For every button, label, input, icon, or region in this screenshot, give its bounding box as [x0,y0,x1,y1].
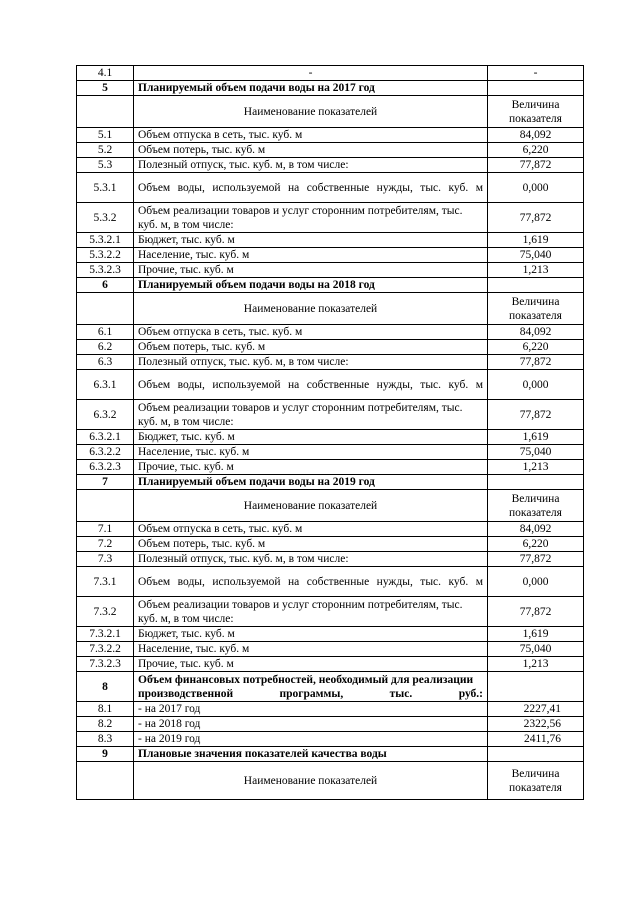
indicator-name: Объем реализации товаров и услуг сторонним потребителям, тыс. куб. м, в том числе: [134,400,488,430]
indicator-name: Объем реализации товаров и услуг сторонним потребителям, тыс. куб. м, в том числе: [134,597,488,627]
indicator-value: 2322,56 [488,717,584,732]
table-row [77,325,584,340]
indicator-name: - на 2019 год [134,732,488,747]
indicator-value: 77,872 [488,552,584,567]
header-number-cell [77,96,134,128]
indicator-name: Объем воды, используемой на собственные нужды, тыс. куб. м [134,567,488,597]
row-number: 4.1 [77,66,134,81]
indicator-value: 77,872 [488,597,584,627]
indicator-value: 6,220 [488,340,584,355]
indicator-name: Прочие, тыс. куб. м [134,657,488,672]
indicator-value: 0,000 [488,370,584,400]
indicator-name: Бюджет, тыс. куб. м [134,233,488,248]
table-row [77,597,584,627]
section-value-cell [488,278,584,293]
row-number: 8.2 [77,717,134,732]
indicator-name: Бюджет, тыс. куб. м [134,430,488,445]
indicator-name: Полезный отпуск, тыс. куб. м, в том числе: [134,355,488,370]
row-number: 7.3.2.3 [77,657,134,672]
section-number: 6 [77,278,134,293]
column-header-row [77,490,584,522]
indicator-value: 84,092 [488,128,584,143]
header-value-cell: Величина показателя [488,762,584,800]
row-number: 5.2 [77,143,134,158]
indicator-value: 0,000 [488,173,584,203]
table-row [77,400,584,430]
table-row [77,642,584,657]
water-supply-table [76,65,584,800]
header-value-cell: Величина показателя [488,96,584,128]
section-row [77,81,584,96]
indicator-value: 77,872 [488,203,584,233]
table-row [77,355,584,370]
indicator-name: Объем отпуска в сеть, тыс. куб. м [134,522,488,537]
indicator-value: 2227,41 [488,702,584,717]
row-number: 5.3 [77,158,134,173]
row-number: 5.3.2.3 [77,263,134,278]
indicator-value: 1,619 [488,233,584,248]
header-name-cell: Наименование показателей [134,293,488,325]
indicator-value: 1,213 [488,460,584,475]
section-title: Планируемый объем подачи воды на 2018 год [134,278,488,293]
row-number: 6.3.2.2 [77,445,134,460]
section-value-cell [488,81,584,96]
section-row [77,278,584,293]
row-number: 6.3.2.1 [77,430,134,445]
indicator-name: - [134,66,488,81]
row-number: 5.3.1 [77,173,134,203]
column-header-row [77,96,584,128]
row-number: 5.3.2.2 [77,248,134,263]
row-number: 8.1 [77,702,134,717]
table-row [77,158,584,173]
indicator-value: 84,092 [488,522,584,537]
row-number: 6.1 [77,325,134,340]
table-row [77,702,584,717]
row-number: 6.3.1 [77,370,134,400]
table-row [77,537,584,552]
section-row [77,672,584,702]
table-row [77,263,584,278]
indicator-value: 75,040 [488,642,584,657]
table-body [77,66,584,800]
header-name-cell: Наименование показателей [134,490,488,522]
indicator-name: Объем воды, используемой на собственные нужды, тыс. куб. м [134,370,488,400]
indicator-value: 75,040 [488,248,584,263]
row-number: 7.3.2 [77,597,134,627]
section-number: 8 [77,672,134,702]
section-title: Планируемый объем подачи воды на 2017 год [134,81,488,96]
table-row [77,233,584,248]
table-row [77,173,584,203]
section-row [77,475,584,490]
table-row [77,340,584,355]
indicator-name: - на 2017 год [134,702,488,717]
header-name-cell: Наименование показателей [134,762,488,800]
table-row [77,143,584,158]
indicator-name: Объем отпуска в сеть, тыс. куб. м [134,128,488,143]
section-number: 9 [77,747,134,762]
table-row [77,66,584,81]
indicator-name: Прочие, тыс. куб. м [134,263,488,278]
table-row [77,248,584,263]
section-value-cell [488,747,584,762]
table-row [77,430,584,445]
table-row [77,627,584,642]
row-number: 5.1 [77,128,134,143]
row-number: 6.3 [77,355,134,370]
indicator-value: 84,092 [488,325,584,340]
table-row [77,370,584,400]
indicator-value: 77,872 [488,400,584,430]
column-header-row [77,293,584,325]
indicator-name: Полезный отпуск, тыс. куб. м, в том числе: [134,552,488,567]
indicator-name: Объем отпуска в сеть, тыс. куб. м [134,325,488,340]
header-number-cell [77,762,134,800]
indicator-name: Объем воды, используемой на собственные нужды, тыс. куб. м [134,173,488,203]
row-number: 7.1 [77,522,134,537]
header-value-cell: Величина показателя [488,293,584,325]
table-row [77,657,584,672]
row-number: 7.3.2.1 [77,627,134,642]
indicator-name: Население, тыс. куб. м [134,445,488,460]
section-title: Объем финансовых потребностей, необходимый для реализации производственной программы, тыс. руб.: [134,672,488,702]
table-row [77,203,584,233]
indicator-name: Объем потерь, тыс. куб. м [134,340,488,355]
section-row [77,747,584,762]
indicator-value: 6,220 [488,537,584,552]
indicator-value: 1,619 [488,430,584,445]
row-number: 6.2 [77,340,134,355]
section-number: 7 [77,475,134,490]
indicator-value: 6,220 [488,143,584,158]
indicator-name: Население, тыс. куб. м [134,248,488,263]
indicator-value: 1,213 [488,657,584,672]
indicator-name: Полезный отпуск, тыс. куб. м, в том числе: [134,158,488,173]
indicator-name: Объем потерь, тыс. куб. м [134,537,488,552]
table-row [77,460,584,475]
table-row [77,732,584,747]
table-row [77,717,584,732]
row-number: 7.3.2.2 [77,642,134,657]
header-name-cell: Наименование показателей [134,96,488,128]
section-title: Планируемый объем подачи воды на 2019 год [134,475,488,490]
indicator-value: - [488,66,584,81]
header-number-cell [77,490,134,522]
row-number: 5.3.2 [77,203,134,233]
indicator-value: 77,872 [488,158,584,173]
indicator-value: 75,040 [488,445,584,460]
indicator-name: Население, тыс. куб. м [134,642,488,657]
table-row [77,445,584,460]
section-value-cell [488,672,584,702]
header-value-cell: Величина показателя [488,490,584,522]
indicator-value: 0,000 [488,567,584,597]
table-row [77,567,584,597]
row-number: 6.3.2.3 [77,460,134,475]
indicator-value: 1,619 [488,627,584,642]
row-number: 7.2 [77,537,134,552]
indicator-name: Прочие, тыс. куб. м [134,460,488,475]
indicator-name: Бюджет, тыс. куб. м [134,627,488,642]
indicator-name: - на 2018 год [134,717,488,732]
table-row [77,522,584,537]
section-value-cell [488,475,584,490]
row-number: 6.3.2 [77,400,134,430]
row-number: 8.3 [77,732,134,747]
column-header-row [77,762,584,800]
indicator-value: 77,872 [488,355,584,370]
row-number: 7.3 [77,552,134,567]
table-row [77,128,584,143]
indicator-value: 2411,76 [488,732,584,747]
indicator-value: 1,213 [488,263,584,278]
row-number: 7.3.1 [77,567,134,597]
section-number: 5 [77,81,134,96]
indicator-name: Объем потерь, тыс. куб. м [134,143,488,158]
table-row [77,552,584,567]
indicator-name: Объем реализации товаров и услуг сторонним потребителям, тыс. куб. м, в том числе: [134,203,488,233]
row-number: 5.3.2.1 [77,233,134,248]
header-number-cell [77,293,134,325]
section-title: Плановые значения показателей качества воды [134,747,488,762]
